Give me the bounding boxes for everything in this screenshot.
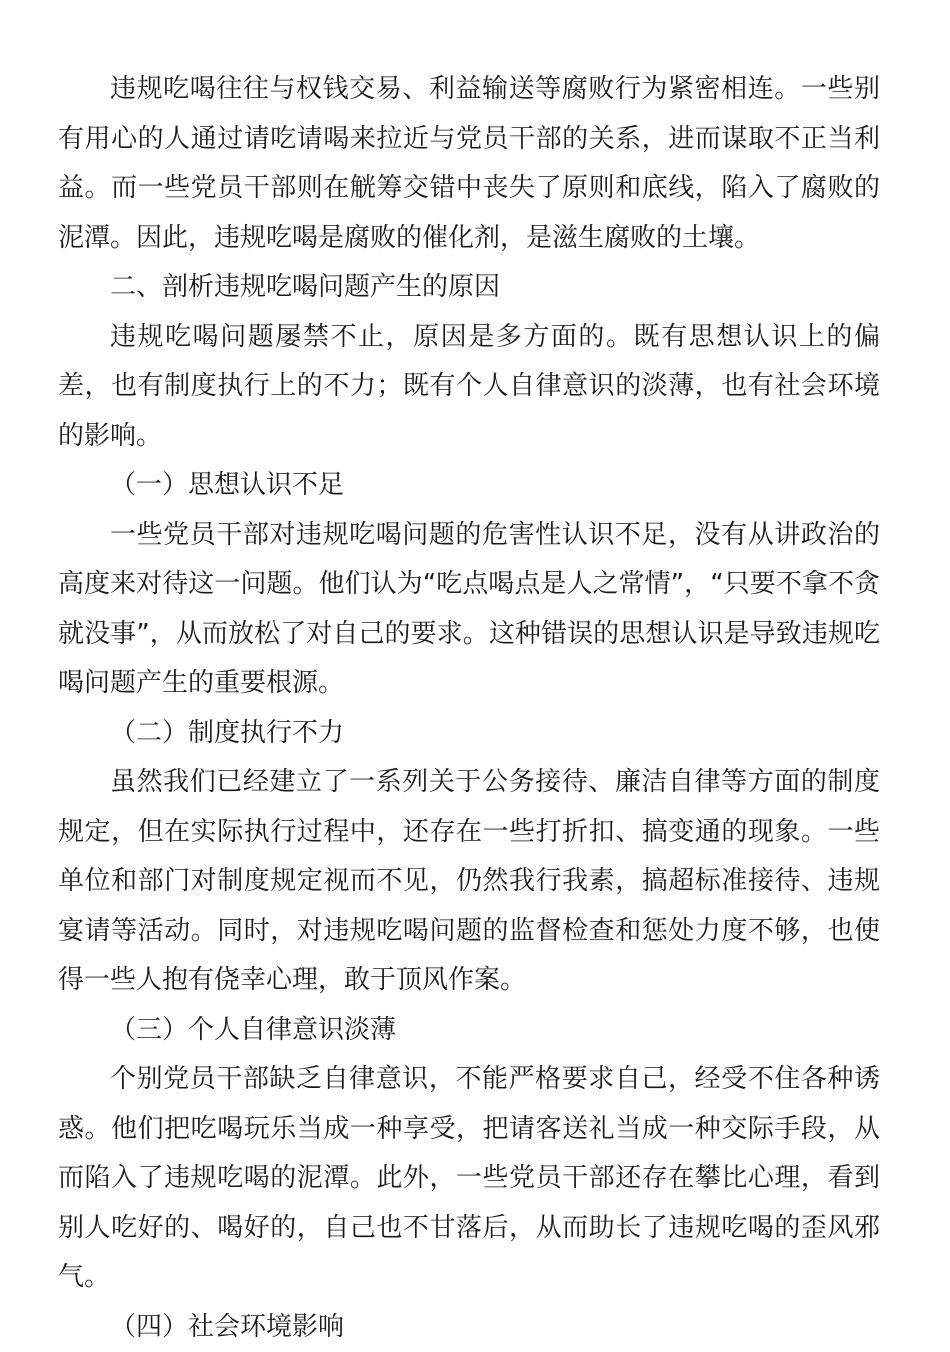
paragraph-corruption-link: 违规吃喝往往与权钱交易、利益输送等腐败行为紧密相连。一些别有用心的人通过请吃请喝来拉近与党员干部的关系，进而谋取不正当利益。而一些党员干部则在觥筹交错中丧失了原则和底线，陷入了腐败的泥潭。因此，违规吃喝是腐败的催化剂，是滋生腐败的土壤。 xyxy=(58,65,880,263)
paragraph-awareness: 一些党员干部对违规吃喝问题的危害性认识不足，没有从讲政治的高度来对待这一问题。他们认为“吃点喝点是人之常情”，“只要不拿不贪就没事”，从而放松了对自己的要求。这种错误的思想认识是导致违规吃喝问题产生的重要根源。 xyxy=(58,511,880,709)
document-page xyxy=(58,65,880,1352)
paragraph-self-discipline: 个别党员干部缺乏自律意识，不能严格要求自己，经受不住各种诱惑。他们把吃喝玩乐当成一种享受，把请客送礼当成一种交际手段，从而陷入了违规吃喝的泥潭。此外，一些党员干部还存在攀比心理，看到别人吃好的、喝好的，自己也不甘落后，从而助长了违规吃喝的歪风邪气。 xyxy=(58,1055,880,1303)
subheading-1: （一）思想认识不足 xyxy=(58,461,880,511)
subheading-4: （四）社会环境影响 xyxy=(58,1303,880,1352)
paragraph-enforcement: 虽然我们已经建立了一系列关于公务接待、廉洁自律等方面的制度规定，但在实际执行过程中，还存在一些打折扣、搞变通的现象。一些单位和部门对制度规定视而不见，仍然我行我素，搞超标准接待、违规宴请等活动。同时，对违规吃喝问题的监督检查和惩处力度不够，也使得一些人抱有侥幸心理，敢于顶风作案。 xyxy=(58,758,880,1006)
paragraph-causes-intro: 违规吃喝问题屡禁不止，原因是多方面的。既有思想认识上的偏差，也有制度执行上的不力；既有个人自律意识的淡薄，也有社会环境的影响。 xyxy=(58,313,880,462)
section-heading-causes: 二、剖析违规吃喝问题产生的原因 xyxy=(58,263,880,313)
subheading-2: （二）制度执行不力 xyxy=(58,709,880,759)
subheading-3: （三）个人自律意识淡薄 xyxy=(58,1006,880,1056)
